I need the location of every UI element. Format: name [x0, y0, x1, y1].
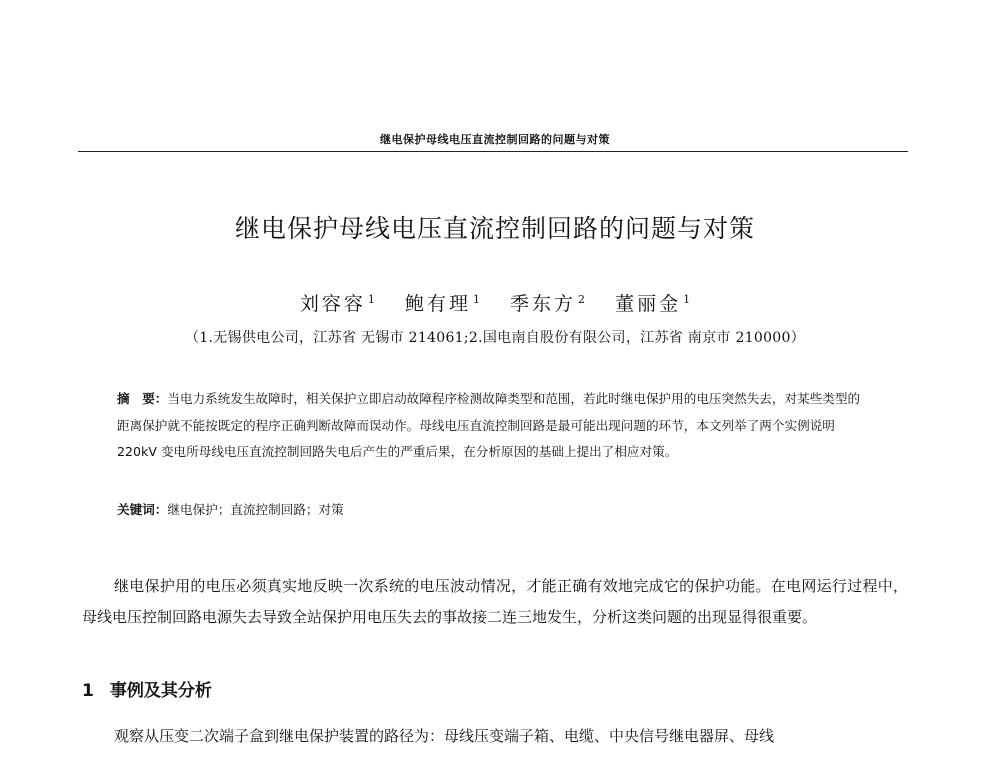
- section-title: 事例及其分析: [109, 681, 212, 701]
- author-name: 董丽金: [615, 293, 682, 315]
- author-affil-mark: 1: [472, 292, 480, 306]
- section-heading: [82, 676, 212, 701]
- keywords-label: 关键词：: [117, 502, 168, 517]
- section-number: 1: [82, 681, 94, 701]
- header-rule: [78, 151, 908, 152]
- keywords: [117, 499, 867, 521]
- author: [300, 293, 375, 315]
- author: [510, 293, 585, 315]
- author: [405, 293, 480, 315]
- author-affil-mark: 2: [578, 292, 586, 306]
- paper-title: 继电保护母线电压直流控制回路的问题与对策: [234, 214, 755, 243]
- author-list: [80, 289, 910, 316]
- section-paragraph: 观察从压变二次端子盒到继电保护装置的路径为：母线压变端子箱、电缆、中央信号继电器屏、母线: [114, 727, 775, 745]
- abstract: [117, 386, 867, 466]
- abstract-text: 当电力系统发生故障时，相关保护立即启动故障程序检测故障类型和范围，若此时继电保护用的电压突然失去，对某些类型的距离保护就不能按既定的程序正确判断故障而误动作。母线电压直流控制回路是最可能出现问题的环节，本文列举了两个实例说明 220kV 变电所母线电压直流控制回路失电后产生的严重后果，在分析原因的基础上提出了相应对策。: [117, 391, 861, 459]
- author-name: 鲍有理: [404, 293, 471, 315]
- author-affil-mark: 1: [367, 292, 375, 306]
- intro-paragraph: 继电保护用的电压必须真实地反映一次系统的电压波动情况，才能正确有效地完成它的保护功能。在电网运行过程中，母线电压控制回路电源失去导致全站保护用电压失去的事故接二连三地发生，分析这类问题的出现显得很重要。: [82, 577, 908, 626]
- keywords-text: 继电保护；直流控制回路；对策: [167, 502, 344, 517]
- abstract-label: 摘 要：: [117, 391, 168, 406]
- author-name: 刘容容: [299, 293, 366, 315]
- running-header: 继电保护母线电压直流控制回路的问题与对策: [380, 133, 610, 146]
- affiliation: （1.无锡供电公司，江苏省 无锡市 214061;2.国电南自股份有限公司，江苏省 南京市 210000）: [184, 330, 806, 346]
- author-affil-mark: 1: [683, 292, 691, 306]
- author-name: 季东方: [510, 293, 577, 315]
- author: [615, 293, 690, 315]
